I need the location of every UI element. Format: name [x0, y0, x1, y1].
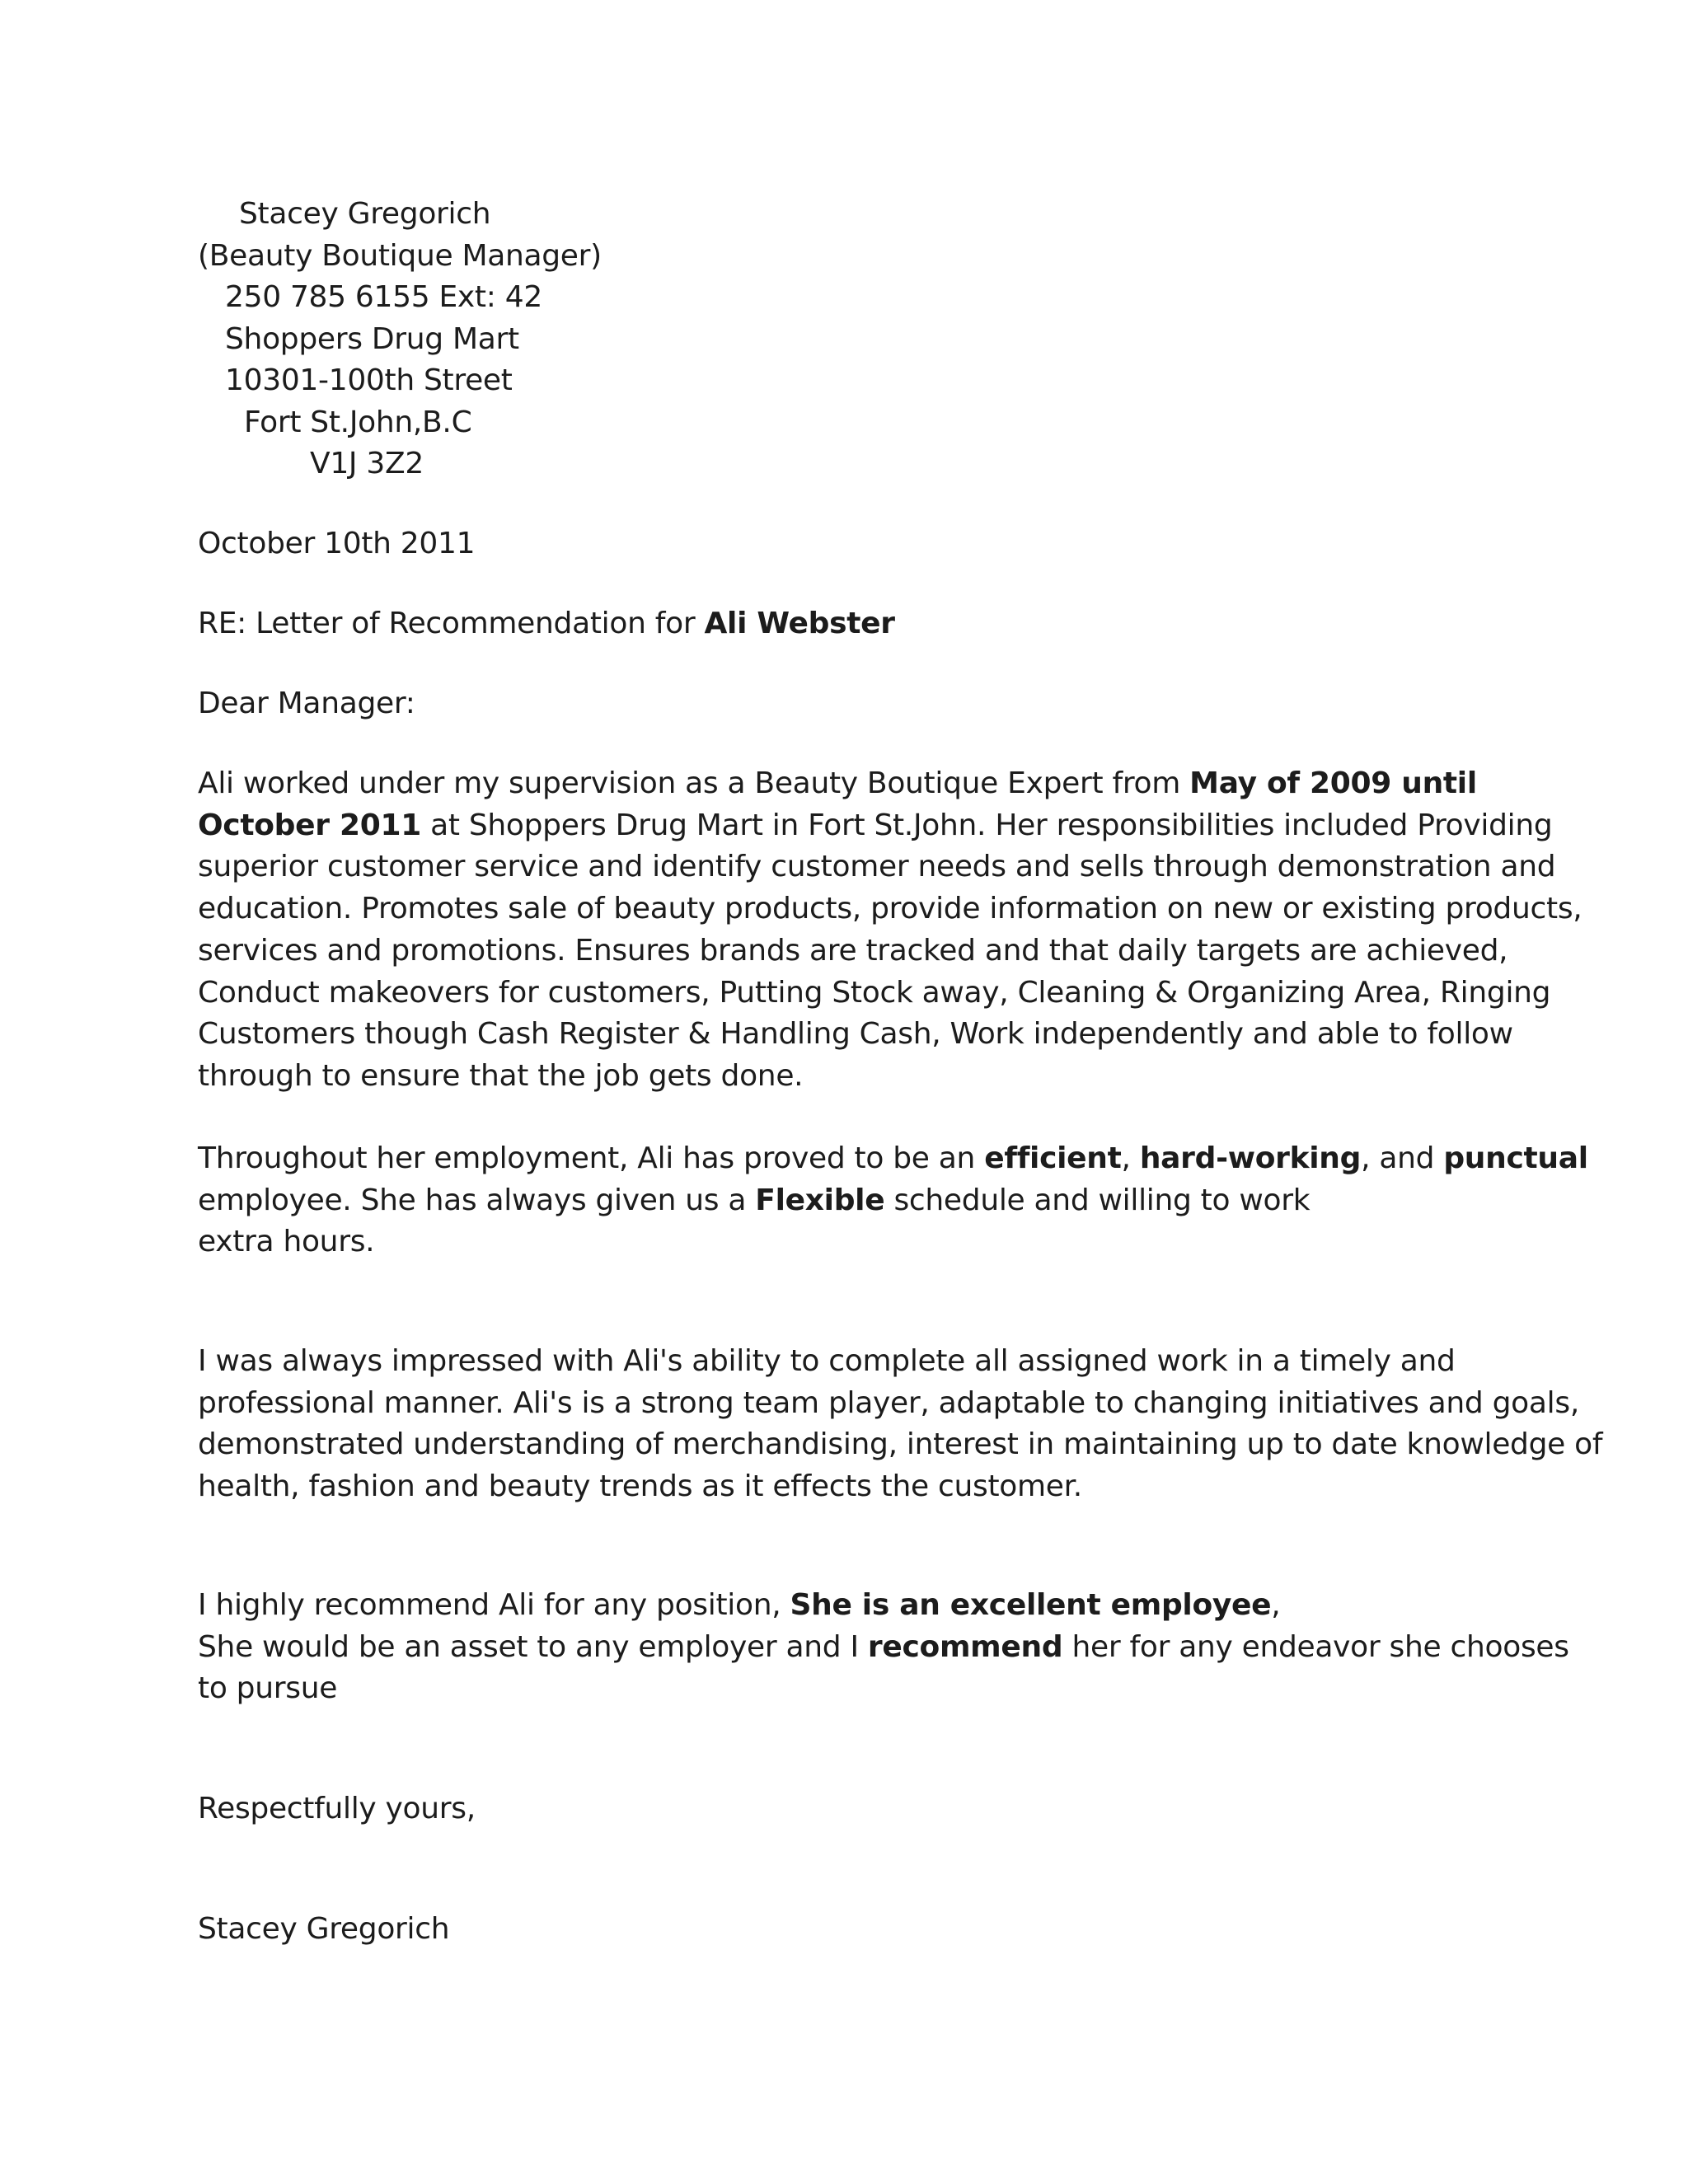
paragraph-line: through to ensure that the job gets done. — [198, 1058, 804, 1093]
sender-city: Fort St.John,B.C — [244, 405, 472, 439]
signature: Stacey Gregorich — [198, 1912, 450, 1946]
paragraph-qualities — [198, 1138, 1588, 1263]
paragraph-line: education. Promotes sale of beauty products, provide information on new or existing products, — [198, 892, 1582, 926]
sender-phone: 250 785 6155 Ext: 42 — [225, 280, 542, 314]
subject-prefix: RE: Letter of Recommendation for — [198, 607, 705, 640]
paragraph-line: October 2011 at Shoppers Drug Mart in Fort St.John. Her responsibilities included Providing — [198, 808, 1553, 842]
sender-name: Stacey Gregorich — [239, 197, 491, 231]
paragraph-line: health, fashion and beauty trends as it effects the customer. — [198, 1469, 1082, 1504]
sender-company: Shoppers Drug Mart — [225, 322, 519, 356]
paragraph-line: demonstrated understanding of merchandising, interest in maintaining up to date knowledge of — [198, 1427, 1603, 1462]
paragraph-line: I was always impressed with Ali's ability to complete all assigned work in a timely and — [198, 1344, 1456, 1378]
paragraph-recommendation — [198, 1585, 1569, 1710]
letter-date: October 10th 2011 — [198, 527, 476, 560]
closing: Respectfully yours, — [198, 1792, 476, 1825]
paragraph-line: employee. She has always given us a Flexible schedule and willing to work — [198, 1183, 1311, 1217]
paragraph-line: Conduct makeovers for customers, Putting Stock away, Cleaning & Organizing Area, Ringing — [198, 975, 1551, 1010]
paragraph-line: extra hours. — [198, 1225, 375, 1259]
paragraph-line: Throughout her employment, Ali has proved to be an efficient, hard-working, and punctual — [198, 1141, 1588, 1175]
paragraph-line: professional manner. Ali's is a strong team player, adaptable to changing initiatives and goals, — [198, 1385, 1579, 1420]
paragraph-line: Ali worked under my supervision as a Beauty Boutique Expert from May of 2009 until — [198, 766, 1477, 800]
paragraph-responsibilities — [198, 763, 1582, 1098]
paragraph-line: She would be an asset to any employer and I recommend her for any endeavor she chooses — [198, 1629, 1569, 1664]
paragraph-line: to pursue — [198, 1671, 338, 1706]
sender-postal: V1J 3Z2 — [310, 447, 424, 480]
paragraph-impressions — [198, 1341, 1603, 1508]
paragraph-line: superior customer service and identify customer needs and sells through demonstration and — [198, 850, 1556, 884]
sender-title: (Beauty Boutique Manager) — [198, 239, 602, 273]
sender-street: 10301-100th Street — [225, 363, 513, 397]
paragraph-line: Customers though Cash Register & Handling Cash, Work independently and able to follow — [198, 1017, 1513, 1052]
salutation: Dear Manager: — [198, 687, 415, 720]
paragraph-line: services and promotions. Ensures brands are tracked and that daily targets are achieved, — [198, 933, 1508, 968]
paragraph-line: I highly recommend Ali for any position, She is an excellent employee, — [198, 1588, 1281, 1622]
subject-name: Ali Webster — [704, 607, 895, 640]
letter-subject — [198, 603, 895, 644]
